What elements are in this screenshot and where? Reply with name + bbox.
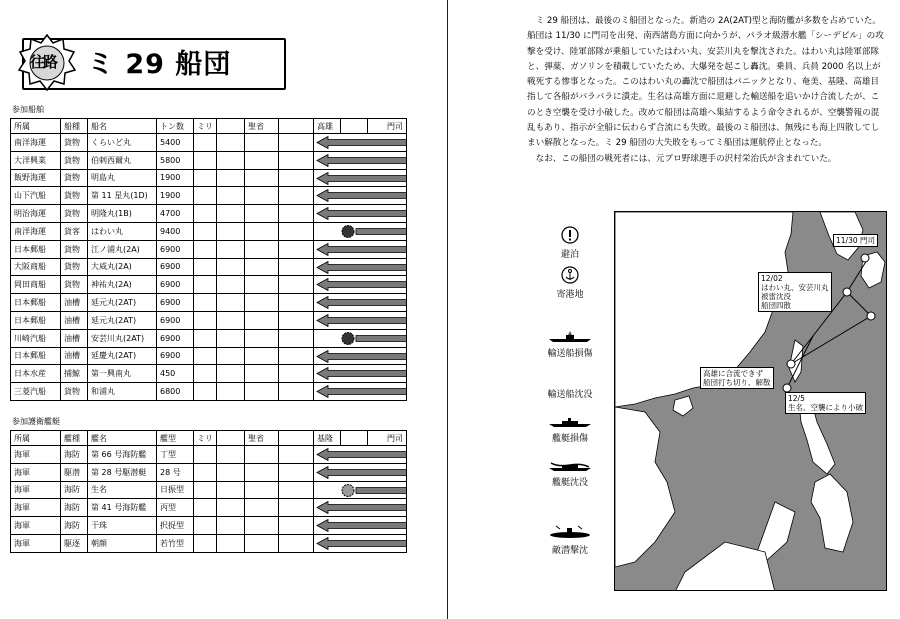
empty-cell <box>194 499 217 517</box>
anchor-icon <box>561 266 579 284</box>
legend-label: 輸送船沈没 <box>547 390 593 400</box>
empty-cell <box>279 499 314 517</box>
empty-cell <box>194 205 217 223</box>
route-arrow-icon <box>316 350 407 363</box>
empty-cell <box>194 151 217 169</box>
cell-affiliation: 山下汽船 <box>11 187 61 205</box>
column-header: 所属 <box>11 119 61 134</box>
column-header: 船名 <box>88 119 157 134</box>
empty-cell <box>245 517 279 535</box>
table-row <box>11 134 407 152</box>
cell-tons: 5400 <box>157 134 194 152</box>
column-header: 聖省 <box>245 119 279 134</box>
cell-class: 丙型 <box>157 499 194 517</box>
cell-name: 第 41 号海防艦 <box>88 499 157 517</box>
route-arrow-icon <box>316 189 407 202</box>
empty-cell <box>217 446 245 464</box>
route-cell <box>314 446 407 464</box>
table-row <box>11 534 407 552</box>
warship-damaged-icon <box>548 416 592 428</box>
column-header: 基隆 <box>314 431 341 446</box>
empty-cell <box>245 311 279 329</box>
cell-name: 和浦丸 <box>88 383 157 401</box>
route-cell <box>314 463 407 481</box>
warship-sunk-icon <box>548 460 592 472</box>
cell-name: 第 66 号海防艦 <box>88 446 157 464</box>
sunk-marker-icon <box>316 332 407 345</box>
cell-name: はわい丸 <box>88 222 157 240</box>
empty-cell <box>217 499 245 517</box>
cell-type: 海防 <box>61 481 88 499</box>
cell-name: 安芸川丸(2AT) <box>88 329 157 347</box>
cell-affiliation: 海軍 <box>11 463 61 481</box>
legend-anchor <box>548 266 592 300</box>
empty-cell <box>194 329 217 347</box>
route-cell <box>314 134 407 152</box>
cell-type: 貨物 <box>61 383 88 401</box>
legend-transport-sunk <box>540 387 600 400</box>
route-arrow-icon <box>316 278 407 291</box>
empty-cell <box>279 187 314 205</box>
cell-type: 油槽 <box>61 294 88 312</box>
cell-affiliation: 海軍 <box>11 534 61 552</box>
narrative-paragraph-2: なお、この船団の戦死者には、元プロ野球選手の沢村栄治氏が含まれていた。 <box>535 153 837 164</box>
route-cell <box>314 276 407 294</box>
empty-cell <box>194 446 217 464</box>
column-header: 聖省 <box>245 431 279 446</box>
table-row <box>11 517 407 535</box>
route-cell <box>314 240 407 258</box>
cell-affiliation: 日本水産 <box>11 365 61 383</box>
cell-type: 駆潜 <box>61 463 88 481</box>
cell-affiliation: 日本郵船 <box>11 294 61 312</box>
cell-name: 第一興南丸 <box>88 365 157 383</box>
cell-affiliation: 南洋海運 <box>11 134 61 152</box>
empty-cell <box>194 481 217 499</box>
cell-name: 神祐丸(2A) <box>88 276 157 294</box>
empty-cell <box>217 329 245 347</box>
sunk-marker-icon <box>316 225 407 238</box>
table-row <box>11 222 407 240</box>
cell-type: 貨物 <box>61 151 88 169</box>
cell-tons: 6900 <box>157 347 194 365</box>
empty-cell <box>245 499 279 517</box>
empty-cell <box>217 311 245 329</box>
cell-affiliation: 日本郵船 <box>11 311 61 329</box>
cell-affiliation: 海軍 <box>11 499 61 517</box>
legend-warship-damaged <box>540 416 600 444</box>
table-row <box>11 481 407 499</box>
cargo-table-header <box>11 119 407 134</box>
cell-class: 若竹型 <box>157 534 194 552</box>
route-cell <box>314 169 407 187</box>
narrative-text <box>527 14 887 167</box>
cargo-ship-table <box>10 118 407 401</box>
empty-cell <box>217 222 245 240</box>
cargo-section-label: 参加船舶 <box>12 105 44 114</box>
cell-type: 貨物 <box>61 169 88 187</box>
route-cell <box>314 151 407 169</box>
empty-cell <box>245 222 279 240</box>
map-label-attack: 12/02 はわい丸、安芸川丸 被雷沈没 船団四散 <box>758 272 832 312</box>
cell-type: 貨物 <box>61 258 88 276</box>
table-row <box>11 205 407 223</box>
empty-cell <box>279 205 314 223</box>
cell-type: 海防 <box>61 517 88 535</box>
map-label-regroup: 高雄に合流できず 船団打ち切り、解散 <box>700 367 774 389</box>
empty-cell <box>245 294 279 312</box>
column-header: ミリ <box>194 119 217 134</box>
route-cell <box>314 499 407 517</box>
empty-cell <box>279 365 314 383</box>
cell-type: 駆逐 <box>61 534 88 552</box>
empty-cell <box>194 347 217 365</box>
route-cell <box>314 534 407 552</box>
route-arrow-icon <box>316 207 407 220</box>
cell-affiliation: 日本郵船 <box>11 347 61 365</box>
cell-affiliation: 岡田商船 <box>11 276 61 294</box>
transport-damaged-icon <box>548 331 592 343</box>
route-arrow-icon <box>316 448 407 461</box>
empty-cell <box>279 463 314 481</box>
escort-section-label: 参加護衛艦艇 <box>12 417 60 426</box>
cell-tons: 6900 <box>157 276 194 294</box>
legend-label: 艦艇損傷 <box>551 434 588 444</box>
cell-type: 捕鯨 <box>61 365 88 383</box>
empty-cell <box>245 240 279 258</box>
cell-name: 明島丸 <box>88 169 157 187</box>
column-header: トン数 <box>157 119 194 134</box>
empty-cell <box>279 347 314 365</box>
route-cell <box>314 222 407 240</box>
cell-type: 海防 <box>61 446 88 464</box>
empty-cell <box>279 169 314 187</box>
empty-cell <box>217 463 245 481</box>
empty-cell <box>245 169 279 187</box>
empty-cell <box>194 134 217 152</box>
table-row <box>11 499 407 517</box>
cell-affiliation: 海軍 <box>11 446 61 464</box>
empty-cell <box>245 481 279 499</box>
route-arrow-icon <box>316 501 407 514</box>
empty-cell <box>279 311 314 329</box>
submarine-kill-icon <box>548 524 592 540</box>
empty-cell <box>245 134 279 152</box>
empty-cell <box>279 276 314 294</box>
empty-cell <box>217 347 245 365</box>
cell-class: 択捉型 <box>157 517 194 535</box>
legend-label: 輸送船損傷 <box>547 349 593 359</box>
empty-cell <box>245 187 279 205</box>
route-arrow-icon <box>316 243 407 256</box>
cell-affiliation: 海軍 <box>11 517 61 535</box>
column-header <box>341 431 368 446</box>
empty-cell <box>279 383 314 401</box>
empty-cell <box>217 517 245 535</box>
cell-name: 江ノ浦丸(2A) <box>88 240 157 258</box>
route-arrow-icon <box>316 466 407 479</box>
title-seal-text: 往路 <box>30 53 57 71</box>
empty-cell <box>194 240 217 258</box>
page-title: ミ 29 船団 <box>87 49 232 80</box>
legend-label: 艦艇沈没 <box>551 478 588 488</box>
cell-type: 貨物 <box>61 205 88 223</box>
column-header: 艦種 <box>61 431 88 446</box>
column-header: 門司 <box>368 119 407 134</box>
route-cell <box>314 187 407 205</box>
cell-affiliation: 南洋海運 <box>11 222 61 240</box>
cell-name: 生名 <box>88 481 157 499</box>
table-row <box>11 169 407 187</box>
cell-name: 延元丸(2AT) <box>88 294 157 312</box>
column-header: ミリ <box>194 431 217 446</box>
column-header: 所属 <box>11 431 61 446</box>
route-cell <box>314 347 407 365</box>
empty-cell <box>217 294 245 312</box>
empty-cell <box>194 311 217 329</box>
empty-cell <box>194 222 217 240</box>
column-header: 高雄 <box>314 119 341 134</box>
column-header: 門司 <box>368 431 407 446</box>
table-row <box>11 347 407 365</box>
empty-cell <box>217 276 245 294</box>
cell-tons: 9400 <box>157 222 194 240</box>
empty-cell <box>194 517 217 535</box>
empty-cell <box>217 205 245 223</box>
cell-type: 油槽 <box>61 311 88 329</box>
cell-affiliation: 日本郵船 <box>11 240 61 258</box>
table-row <box>11 311 407 329</box>
empty-cell <box>194 276 217 294</box>
column-header: 船種 <box>61 119 88 134</box>
cell-class: 28 号 <box>157 463 194 481</box>
route-cell <box>314 311 407 329</box>
cell-name: くらいど丸 <box>88 134 157 152</box>
cell-tons: 6900 <box>157 329 194 347</box>
empty-cell <box>245 329 279 347</box>
column-header: 艦名 <box>88 431 157 446</box>
empty-cell <box>279 534 314 552</box>
route-cell <box>314 517 407 535</box>
route-cell <box>314 365 407 383</box>
cell-type: 油槽 <box>61 347 88 365</box>
empty-cell <box>279 222 314 240</box>
empty-cell <box>245 347 279 365</box>
cell-name: 干珠 <box>88 517 157 535</box>
cell-name: 大威丸(2A) <box>88 258 157 276</box>
route-arrow-icon <box>316 519 407 532</box>
cell-type: 貨物 <box>61 187 88 205</box>
cell-type: 貨物 <box>61 276 88 294</box>
cell-affiliation: 三菱汽船 <box>11 383 61 401</box>
column-header: 艦型 <box>157 431 194 446</box>
empty-cell <box>279 134 314 152</box>
empty-cell <box>194 534 217 552</box>
empty-cell <box>194 463 217 481</box>
empty-cell <box>217 151 245 169</box>
empty-cell <box>217 383 245 401</box>
empty-cell <box>245 383 279 401</box>
column-header <box>279 119 314 134</box>
route-arrow-icon <box>316 261 407 274</box>
empty-cell <box>194 187 217 205</box>
empty-cell <box>279 517 314 535</box>
empty-cell <box>217 258 245 276</box>
empty-cell <box>194 294 217 312</box>
cell-tons: 5800 <box>157 151 194 169</box>
empty-cell <box>217 134 245 152</box>
cell-tons: 1900 <box>157 169 194 187</box>
empty-cell <box>279 294 314 312</box>
empty-cell <box>217 365 245 383</box>
table-row <box>11 365 407 383</box>
empty-cell <box>279 151 314 169</box>
column-header <box>341 119 368 134</box>
empty-cell <box>217 240 245 258</box>
cell-name: 延慶丸(2AT) <box>88 347 157 365</box>
legend-submarine-kill <box>540 524 600 556</box>
empty-cell <box>194 383 217 401</box>
cell-affiliation: 川崎汽船 <box>11 329 61 347</box>
empty-cell <box>194 169 217 187</box>
column-header <box>279 431 314 446</box>
table-row <box>11 383 407 401</box>
route-arrow-icon <box>316 296 407 309</box>
route-cell <box>314 481 407 499</box>
cell-affiliation: 海軍 <box>11 481 61 499</box>
empty-cell <box>245 205 279 223</box>
cell-tons: 450 <box>157 365 194 383</box>
table-row <box>11 258 407 276</box>
cell-tons: 6900 <box>157 240 194 258</box>
cell-name: 朝顔 <box>88 534 157 552</box>
page-divider <box>447 0 448 619</box>
table-row <box>11 240 407 258</box>
cell-name: 延元丸(2AT) <box>88 311 157 329</box>
empty-cell <box>279 481 314 499</box>
route-arrow-icon <box>316 172 407 185</box>
table-row <box>11 187 407 205</box>
route-arrow-icon <box>316 537 407 550</box>
empty-cell <box>194 365 217 383</box>
legend-label: 寄港地 <box>556 290 584 300</box>
empty-cell <box>217 481 245 499</box>
table-row <box>11 463 407 481</box>
legend-label: 敵潜撃沈 <box>551 546 588 556</box>
cell-tons: 6900 <box>157 311 194 329</box>
table-row <box>11 276 407 294</box>
legend-warship-sunk <box>540 460 600 488</box>
damaged-marker-icon <box>316 484 407 497</box>
cell-tons: 6900 <box>157 258 194 276</box>
route-cell <box>314 294 407 312</box>
cell-type: 貨客 <box>61 222 88 240</box>
cell-tons: 1900 <box>157 187 194 205</box>
route-cell <box>314 205 407 223</box>
cell-name: 伯剌西爾丸 <box>88 151 157 169</box>
cell-tons: 6800 <box>157 383 194 401</box>
legend-transport-damaged <box>540 331 600 359</box>
cell-affiliation: 大阪商船 <box>11 258 61 276</box>
table-row <box>11 151 407 169</box>
map-label-air-raid: 12/5 生名、空襲により小破 <box>785 392 866 414</box>
empty-cell <box>217 534 245 552</box>
route-arrow-icon <box>316 385 407 398</box>
cell-affiliation: 明治海運 <box>11 205 61 223</box>
empty-cell <box>217 169 245 187</box>
cell-type: 海防 <box>61 499 88 517</box>
empty-cell <box>245 534 279 552</box>
route-arrow-icon <box>316 367 407 380</box>
cell-class: 丁型 <box>157 446 194 464</box>
empty-cell <box>245 446 279 464</box>
anchor-warning-icon <box>561 226 579 244</box>
table-row <box>11 329 407 347</box>
empty-cell <box>279 258 314 276</box>
empty-cell <box>194 258 217 276</box>
cell-type: 貨物 <box>61 134 88 152</box>
legend-anchor-warning <box>548 226 592 260</box>
table-row <box>11 446 407 464</box>
cell-class: 日振型 <box>157 481 194 499</box>
empty-cell <box>245 365 279 383</box>
empty-cell <box>279 446 314 464</box>
empty-cell <box>279 329 314 347</box>
empty-cell <box>245 463 279 481</box>
route-map <box>614 211 887 591</box>
column-header <box>217 119 245 134</box>
cell-type: 油槽 <box>61 329 88 347</box>
legend-label: 避泊 <box>560 250 579 260</box>
cell-tons: 6900 <box>157 294 194 312</box>
cell-type: 貨物 <box>61 240 88 258</box>
cell-name: 明隆丸(1B) <box>88 205 157 223</box>
route-cell <box>314 383 407 401</box>
route-cell <box>314 258 407 276</box>
empty-cell <box>217 187 245 205</box>
escort-table-header <box>11 431 407 446</box>
route-arrow-icon <box>316 314 407 327</box>
column-header <box>217 431 245 446</box>
cell-affiliation: 飯野海運 <box>11 169 61 187</box>
cell-name: 第 11 星丸(1D) <box>88 187 157 205</box>
map-label-depart: 11/30 門司 <box>833 234 878 247</box>
cell-name: 第 28 号駆潜艇 <box>88 463 157 481</box>
empty-cell <box>279 240 314 258</box>
empty-cell <box>245 276 279 294</box>
cell-tons: 4700 <box>157 205 194 223</box>
empty-cell <box>245 151 279 169</box>
narrative-paragraph-1: ミ 29 船団は、最後のミ船団となった。新造の 2A(2AT)型と海防艦が多数を占めていた。船団は 11/30 に門司を出発、南西諸島方面に向かうが、パラオ級潜水艦「シーデビル」の攻撃を受け、陸軍部隊が乗船していたはわい丸、安芸川丸を撃沈された。はわい丸は陸軍部隊と、弾薬、ガソリンを積載していたため、大爆発を起こし轟沈。乗員、兵員 2000 名以上が戦死する惨事となった。このはわい丸の轟沈で船団はパニックとなり、奄美、基隆、高雄目指して各船がバラバラに潰走。生名は高雄方面に退避した輸送船を追いかけ合流したが、このとき空襲を受け小破した。改めて船団は高雄へ集結するよう命令されるが、空襲警報の混乱もあり、指示が全船に伝わらず合流にも失敗。最後のミ船団は、無残にも海上四散してしまい解散となった。ミ 29 船団の大失敗をもってミ船団は運航停止となった。 <box>527 16 884 149</box>
table-row <box>11 294 407 312</box>
route-arrow-icon <box>316 136 407 149</box>
route-arrow-icon <box>316 154 407 167</box>
cell-affiliation: 大洋興業 <box>11 151 61 169</box>
route-cell <box>314 329 407 347</box>
escort-ship-table <box>10 430 407 553</box>
empty-cell <box>245 258 279 276</box>
